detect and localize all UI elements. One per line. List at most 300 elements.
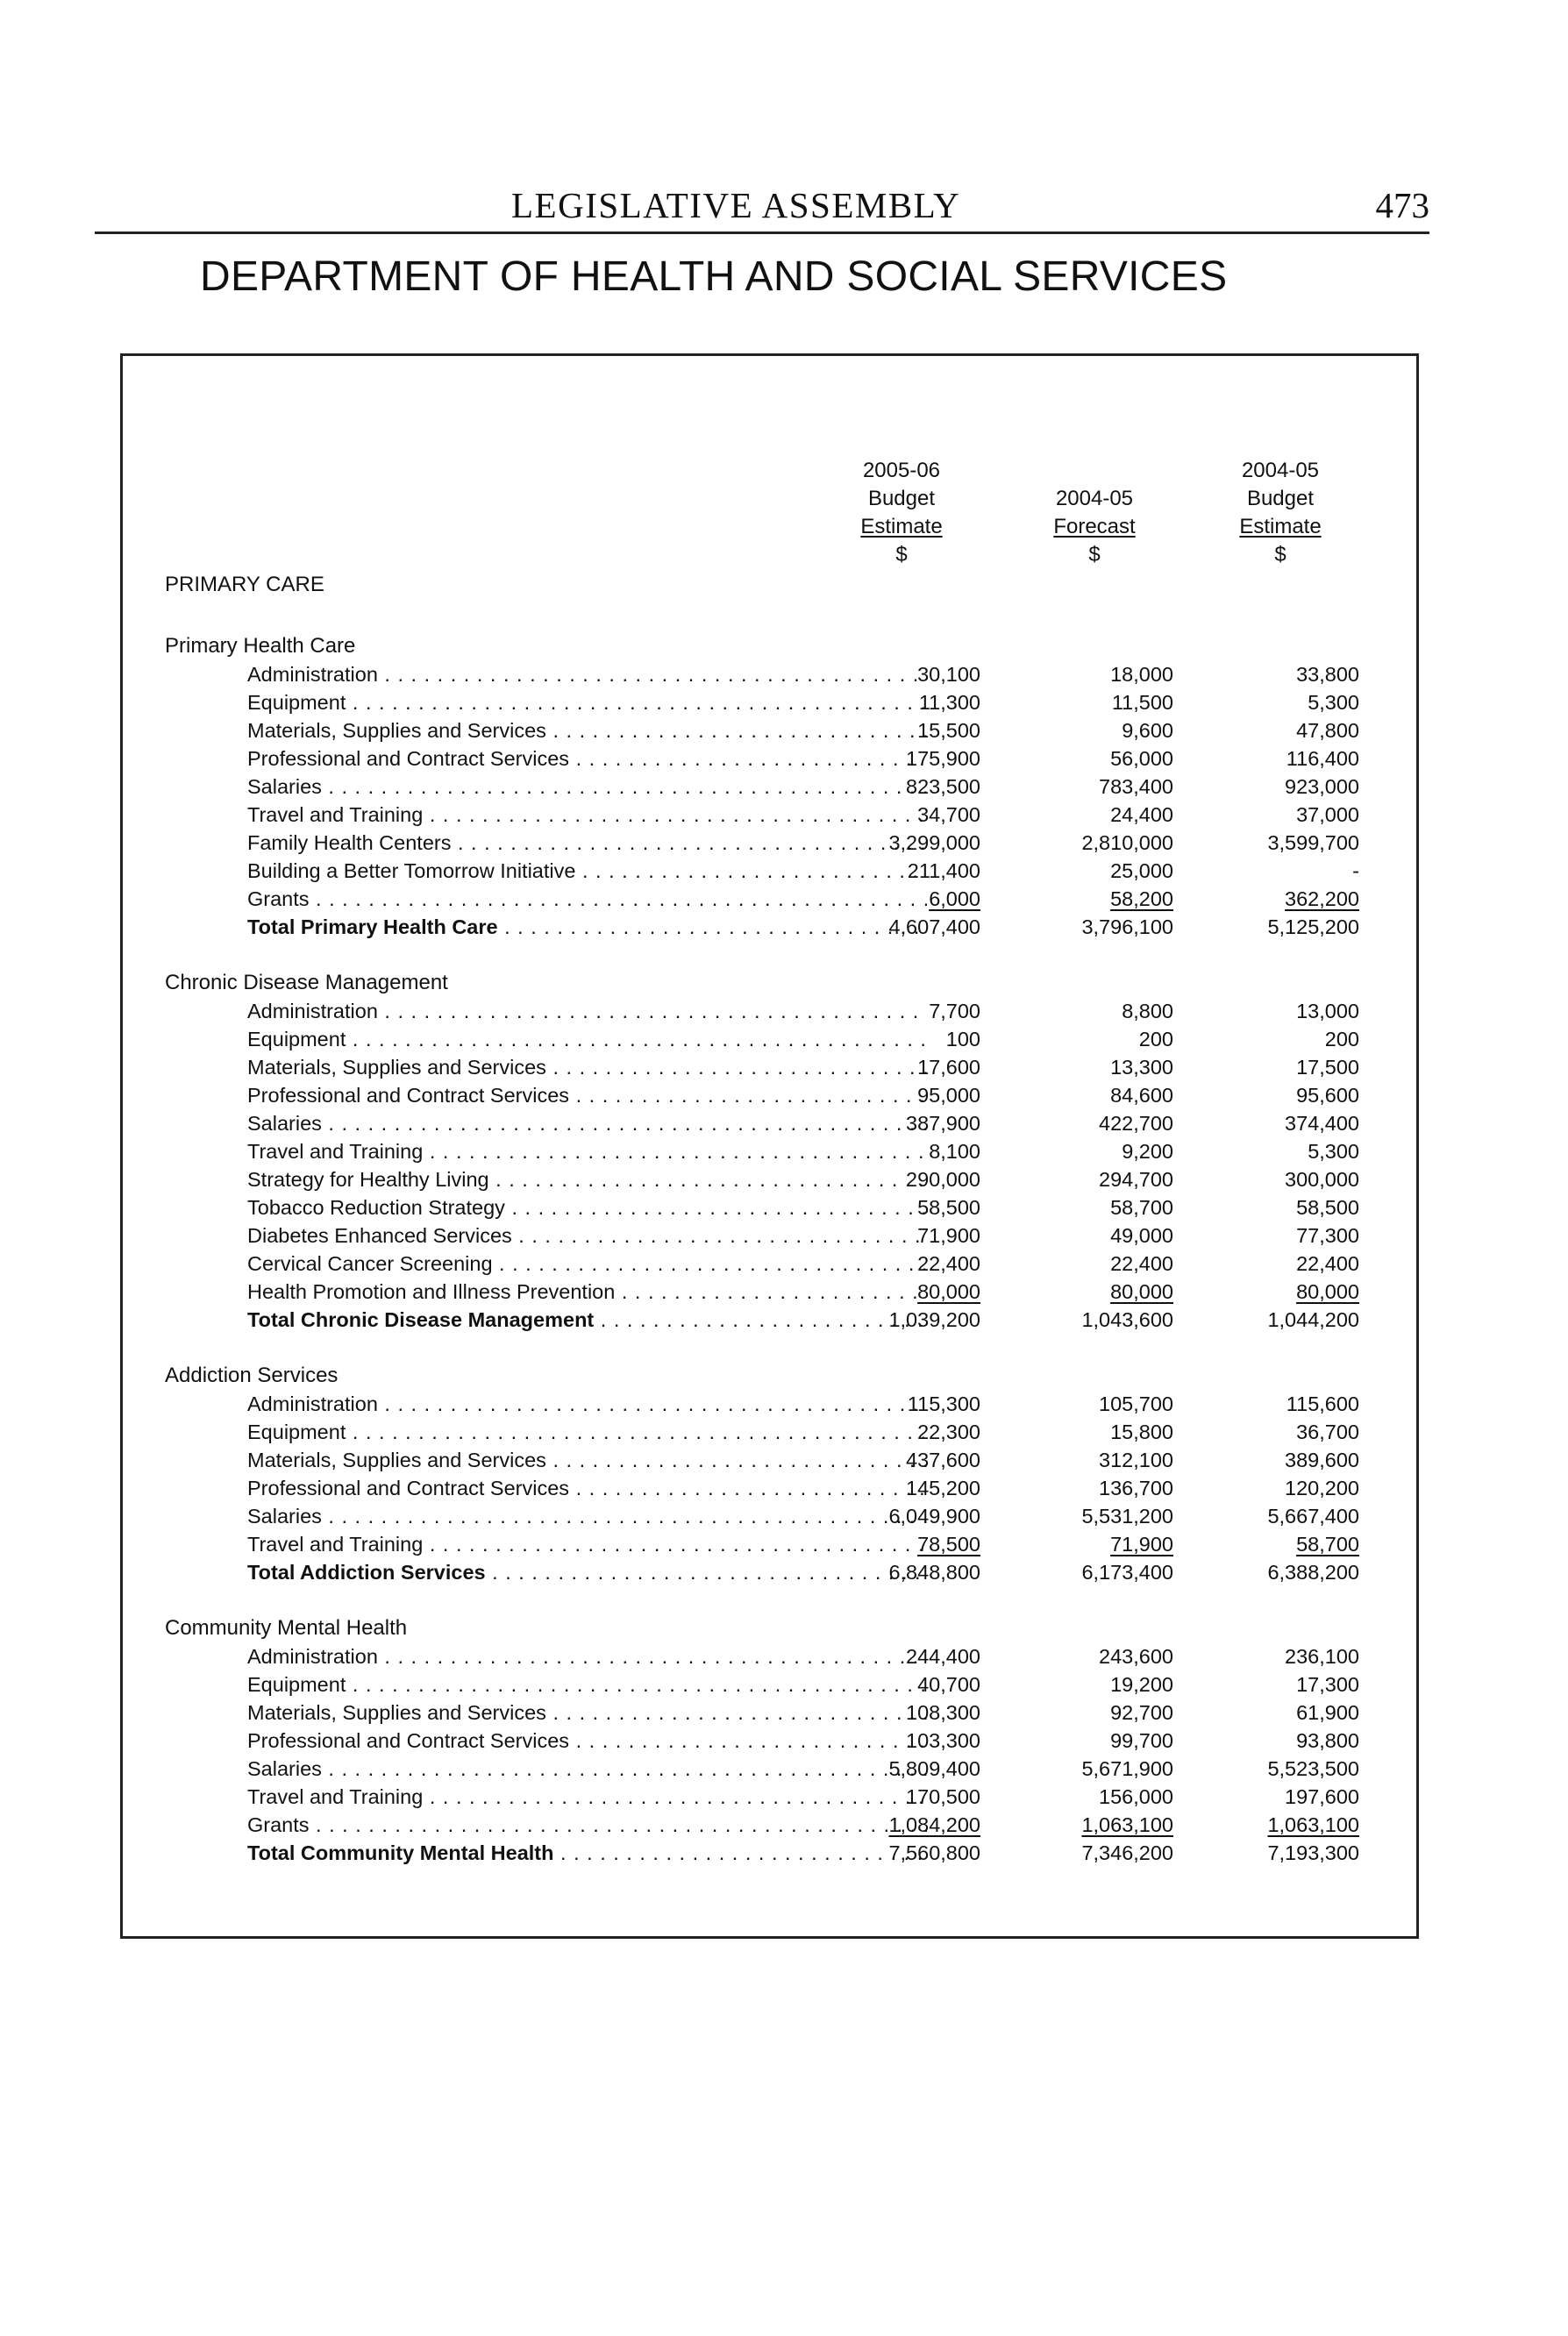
total-value — [805, 1306, 980, 1334]
line-item-label: Professional and Contract Services . . . — [247, 1081, 927, 1109]
line-item-value — [1184, 1025, 1359, 1053]
amount: 6,049,900 — [888, 1505, 980, 1528]
line-item-value — [998, 1053, 1173, 1081]
line-item-label: Salaries . . . — [247, 773, 927, 801]
amount: 1,063,100 — [1267, 1813, 1359, 1836]
amount: 36,700 — [1296, 1421, 1359, 1443]
line-item-value — [998, 829, 1173, 857]
line-item-row — [123, 1474, 1416, 1502]
amount: 11,500 — [1111, 691, 1173, 714]
line-item-row — [123, 1025, 1416, 1053]
line-item-value — [1184, 1446, 1359, 1474]
line-item-value — [998, 1081, 1173, 1109]
total-value — [1184, 913, 1359, 941]
line-item-value — [805, 660, 980, 688]
line-item-value — [805, 1418, 980, 1446]
line-item-value — [1184, 773, 1359, 801]
amount: 236,100 — [1285, 1645, 1359, 1668]
line-item-value — [998, 997, 1173, 1025]
line-item-value — [805, 773, 980, 801]
line-item-value — [805, 1755, 980, 1783]
line-item-value — [1184, 885, 1359, 913]
amount: 3,599,700 — [1267, 831, 1359, 854]
amount: 136,700 — [1099, 1477, 1173, 1499]
amount: 47,800 — [1296, 719, 1359, 742]
line-item-row — [123, 1081, 1416, 1109]
amount: 24,400 — [1110, 803, 1173, 826]
line-item-value — [805, 744, 980, 773]
amount: 71,900 — [917, 1224, 980, 1247]
amount: 374,400 — [1285, 1112, 1359, 1135]
amount: 84,600 — [1110, 1084, 1173, 1107]
amount: 56,000 — [1110, 747, 1173, 770]
amount: 92,700 — [1110, 1701, 1173, 1724]
line-item-label: Grants . . . — [247, 885, 927, 913]
line-item-label: Diabetes Enhanced Services . . . — [247, 1221, 927, 1250]
line-item-value — [805, 1109, 980, 1137]
amount: 1,063,100 — [1081, 1813, 1173, 1836]
amount: 115,300 — [907, 1392, 980, 1415]
line-item-row — [123, 1278, 1416, 1306]
amount: 58,500 — [917, 1196, 980, 1219]
line-item-value — [998, 1418, 1173, 1446]
budget-table-frame — [120, 353, 1419, 1939]
line-item-value — [805, 1446, 980, 1474]
amount: 80,000 — [1110, 1280, 1173, 1303]
amount: 422,700 — [1099, 1112, 1173, 1135]
line-item-value — [998, 1755, 1173, 1783]
line-item-value — [998, 1278, 1173, 1306]
line-item-value — [998, 1530, 1173, 1558]
line-item-value — [998, 688, 1173, 716]
group-title: Community Mental Health — [165, 1616, 408, 1640]
line-item-value — [998, 1390, 1173, 1418]
line-item-label: Equipment . . . — [247, 688, 927, 716]
amount: 37,000 — [1296, 803, 1359, 826]
amount: 5,300 — [1308, 691, 1359, 714]
line-item-value — [1184, 1530, 1359, 1558]
line-item-value — [805, 1699, 980, 1727]
line-item-value — [1184, 1755, 1359, 1783]
amount: 103,300 — [906, 1729, 980, 1752]
line-item-label: Professional and Contract Services . . . — [247, 744, 927, 773]
line-item-label: Materials, Supplies and Services . . . — [247, 716, 927, 744]
group-title: Addiction Services — [165, 1364, 339, 1387]
amount: 175,900 — [906, 747, 980, 770]
line-item-label: Administration . . . — [247, 1390, 927, 1418]
line-item-value — [998, 1502, 1173, 1530]
line-item-value — [1184, 1081, 1359, 1109]
line-item-value — [805, 1642, 980, 1670]
line-item-row — [123, 801, 1416, 829]
total-label: Total Community Mental Health . . . — [247, 1839, 927, 1867]
line-item-row — [123, 1418, 1416, 1446]
line-item-row — [123, 1699, 1416, 1727]
amount: 294,700 — [1099, 1168, 1173, 1191]
amount: - — [1352, 859, 1359, 882]
amount: 58,700 — [1110, 1196, 1173, 1219]
amount: 5,671,900 — [1081, 1757, 1173, 1780]
amount: 200 — [1324, 1028, 1359, 1050]
line-item-label: Professional and Contract Services . . . — [247, 1474, 927, 1502]
line-item-value — [998, 1811, 1173, 1839]
line-item-label: Materials, Supplies and Services . . . — [247, 1699, 927, 1727]
amount: 80,000 — [1296, 1280, 1359, 1303]
total-value — [805, 1558, 980, 1586]
line-item-value — [1184, 1502, 1359, 1530]
line-item-value — [1184, 801, 1359, 829]
line-item-value — [805, 1250, 980, 1278]
amount: 362,200 — [1285, 887, 1359, 910]
amount: 71,900 — [1110, 1533, 1173, 1556]
amount: 8,100 — [929, 1140, 980, 1163]
budget-groups — [123, 632, 1416, 1895]
line-item-value — [1184, 1390, 1359, 1418]
line-item-value — [998, 744, 1173, 773]
line-item-value — [805, 1137, 980, 1165]
column-header-forecast-2004-05 — [998, 457, 1191, 569]
line-item-row — [123, 1670, 1416, 1699]
line-item-value — [998, 660, 1173, 688]
amount: 243,600 — [1099, 1645, 1173, 1668]
column-header-line: Estimate — [860, 515, 943, 538]
total-value — [998, 1558, 1173, 1586]
amount: 5,531,200 — [1081, 1505, 1173, 1528]
line-item-value — [998, 1446, 1173, 1474]
column-header-line: 2004-05 — [1055, 487, 1134, 510]
line-item-value — [1184, 1783, 1359, 1811]
line-item-value — [1184, 857, 1359, 885]
amount: 19,200 — [1110, 1673, 1173, 1696]
line-item-value — [805, 1278, 980, 1306]
line-item-value — [1184, 1221, 1359, 1250]
amount: 389,600 — [1285, 1449, 1359, 1471]
line-item-value — [805, 1727, 980, 1755]
line-item-row — [123, 857, 1416, 885]
line-item-value — [805, 1053, 980, 1081]
amount: 300,000 — [1285, 1168, 1359, 1191]
line-item-label: Travel and Training . . . — [247, 1530, 927, 1558]
amount: 49,000 — [1110, 1224, 1173, 1247]
section-heading: PRIMARY CARE — [165, 573, 324, 596]
line-item-row — [123, 1137, 1416, 1165]
amount: 6,173,400 — [1081, 1561, 1173, 1584]
line-item-value — [998, 1474, 1173, 1502]
line-item-label: Administration . . . — [247, 1642, 927, 1670]
amount: 78,500 — [917, 1533, 980, 1556]
column-header-line — [998, 457, 1191, 485]
line-item-value — [1184, 1278, 1359, 1306]
line-item-label: Travel and Training . . . — [247, 1137, 927, 1165]
line-item-value — [805, 1530, 980, 1558]
line-item-value — [1184, 744, 1359, 773]
line-item-row — [123, 1727, 1416, 1755]
amount: 9,200 — [1122, 1140, 1173, 1163]
line-item-value — [998, 773, 1173, 801]
line-item-value — [1184, 1193, 1359, 1221]
line-item-value — [805, 1474, 980, 1502]
running-head-title: LEGISLATIVE ASSEMBLY — [511, 185, 961, 225]
amount: 115,600 — [1286, 1392, 1359, 1415]
amount: 18,000 — [1110, 663, 1173, 686]
running-head — [95, 175, 1429, 234]
line-item-label: Family Health Centers . . . — [247, 829, 927, 857]
line-item-row — [123, 1755, 1416, 1783]
line-item-label: Strategy for Healthy Living . . . — [247, 1165, 927, 1193]
total-label: Total Chronic Disease Management . . . — [247, 1306, 927, 1334]
amount: 58,200 — [1110, 887, 1173, 910]
line-item-value — [805, 1081, 980, 1109]
total-value — [1184, 1558, 1359, 1586]
line-item-label: Building a Better Tomorrow Initiative . . . — [247, 857, 927, 885]
column-header-line: Forecast — [1053, 515, 1136, 538]
amount: 5,667,400 — [1267, 1505, 1359, 1528]
total-value — [998, 1839, 1173, 1867]
line-item-label: Equipment . . . — [247, 1025, 927, 1053]
line-item-value — [1184, 660, 1359, 688]
line-item-label: Cervical Cancer Screening . . . — [247, 1250, 927, 1278]
line-item-value — [1184, 997, 1359, 1025]
budget-group — [123, 632, 1416, 941]
amount: 15,500 — [917, 719, 980, 742]
amount: 95,000 — [917, 1084, 980, 1107]
total-row — [123, 1558, 1416, 1586]
line-item-value — [998, 716, 1173, 744]
column-header-line: $ — [1274, 543, 1286, 566]
amount: 22,400 — [1110, 1252, 1173, 1275]
total-value — [1184, 1306, 1359, 1334]
line-item-label: Professional and Contract Services . . . — [247, 1727, 927, 1755]
line-item-value — [805, 1502, 980, 1530]
total-value — [805, 913, 980, 941]
amount: 7,560,800 — [888, 1841, 980, 1864]
amount: 290,000 — [906, 1168, 980, 1191]
amount: 783,400 — [1099, 775, 1173, 798]
amount: 17,300 — [1296, 1673, 1359, 1696]
line-item-row — [123, 688, 1416, 716]
line-item-value — [805, 1783, 980, 1811]
line-item-value — [1184, 1109, 1359, 1137]
line-item-row — [123, 1642, 1416, 1670]
amount: 170,500 — [906, 1785, 980, 1808]
amount: 312,100 — [1099, 1449, 1173, 1471]
line-item-value — [805, 1025, 980, 1053]
line-item-row — [123, 773, 1416, 801]
line-item-value — [1184, 1418, 1359, 1446]
line-item-label: Equipment . . . — [247, 1670, 927, 1699]
line-item-value — [998, 1025, 1173, 1053]
total-value — [805, 1839, 980, 1867]
column-header-budget-estimate-2004-05 — [1184, 457, 1377, 569]
line-item-value — [998, 1783, 1173, 1811]
amount: 34,700 — [917, 803, 980, 826]
line-item-value — [998, 1109, 1173, 1137]
amount: 3,299,000 — [888, 831, 980, 854]
line-item-row — [123, 997, 1416, 1025]
amount: 9,600 — [1122, 719, 1173, 742]
amount: 105,700 — [1099, 1392, 1173, 1415]
amount: 95,600 — [1296, 1084, 1359, 1107]
line-item-label: Salaries . . . — [247, 1755, 927, 1783]
line-item-value — [998, 1165, 1173, 1193]
amount: 22,300 — [917, 1421, 980, 1443]
line-item-value — [998, 1699, 1173, 1727]
amount: 5,809,400 — [888, 1757, 980, 1780]
line-item-label: Tobacco Reduction Strategy . . . — [247, 1193, 927, 1221]
amount: 1,039,200 — [888, 1308, 980, 1331]
column-header-budget-estimate-2005-06 — [805, 457, 998, 569]
line-item-value — [998, 857, 1173, 885]
line-item-value — [1184, 829, 1359, 857]
line-item-value — [805, 1221, 980, 1250]
amount: 33,800 — [1296, 663, 1359, 686]
amount: 116,400 — [1286, 747, 1359, 770]
amount: 93,800 — [1296, 1729, 1359, 1752]
amount: 30,100 — [917, 663, 980, 686]
line-item-value — [998, 1670, 1173, 1699]
line-item-value — [805, 857, 980, 885]
amount: 923,000 — [1285, 775, 1359, 798]
budget-group — [123, 1362, 1416, 1586]
amount: 40,700 — [917, 1673, 980, 1696]
line-item-value — [805, 716, 980, 744]
amount: 387,900 — [906, 1112, 980, 1135]
line-item-row — [123, 744, 1416, 773]
line-item-value — [998, 1642, 1173, 1670]
amount: 823,500 — [906, 775, 980, 798]
line-item-value — [805, 997, 980, 1025]
amount: 6,388,200 — [1267, 1561, 1359, 1584]
total-value — [1184, 1839, 1359, 1867]
budget-group — [123, 1614, 1416, 1867]
column-header-line: $ — [895, 543, 908, 566]
group-title: Chronic Disease Management — [165, 971, 448, 994]
line-item-label: Administration . . . — [247, 660, 927, 688]
total-value — [998, 913, 1173, 941]
amount: 211,400 — [907, 859, 980, 882]
amount: 11,300 — [918, 691, 980, 714]
line-item-value — [998, 1727, 1173, 1755]
line-item-label: Salaries . . . — [247, 1502, 927, 1530]
amount: 108,300 — [906, 1701, 980, 1724]
line-item-value — [1184, 688, 1359, 716]
line-item-value — [1184, 1474, 1359, 1502]
line-item-value — [998, 1193, 1173, 1221]
budget-group — [123, 969, 1416, 1334]
line-item-row — [123, 829, 1416, 857]
amount: 99,700 — [1110, 1729, 1173, 1752]
amount: 58,500 — [1296, 1196, 1359, 1219]
line-item-value — [998, 885, 1173, 913]
line-item-value — [1184, 1053, 1359, 1081]
line-item-value — [1184, 1811, 1359, 1839]
line-item-row — [123, 1390, 1416, 1418]
line-item-value — [1184, 1250, 1359, 1278]
line-item-value — [1184, 1137, 1359, 1165]
line-item-row — [123, 1053, 1416, 1081]
line-item-value — [1184, 1165, 1359, 1193]
line-item-value — [1184, 1670, 1359, 1699]
page-number: 473 — [1375, 185, 1429, 225]
amount: 58,700 — [1296, 1533, 1359, 1556]
amount: 2,810,000 — [1081, 831, 1173, 854]
amount: 7,346,200 — [1081, 1841, 1173, 1864]
amount: 77,300 — [1296, 1224, 1359, 1247]
total-label: Total Addiction Services . . . — [247, 1558, 927, 1586]
line-item-label: Materials, Supplies and Services . . . — [247, 1446, 927, 1474]
amount: 437,600 — [906, 1449, 980, 1471]
amount: 1,084,200 — [888, 1813, 980, 1836]
amount: 6,848,800 — [888, 1561, 980, 1584]
line-item-row — [123, 1165, 1416, 1193]
amount: 7,193,300 — [1267, 1841, 1359, 1864]
amount: 1,043,600 — [1081, 1308, 1173, 1331]
amount: 120,200 — [1285, 1477, 1359, 1499]
line-item-value — [998, 1137, 1173, 1165]
amount: 145,200 — [906, 1477, 980, 1499]
line-item-label: Administration . . . — [247, 997, 927, 1025]
line-item-label: Travel and Training . . . — [247, 1783, 927, 1811]
amount: 17,500 — [1296, 1056, 1359, 1079]
amount: 22,400 — [1296, 1252, 1359, 1275]
line-item-value — [805, 1165, 980, 1193]
group-title: Primary Health Care — [165, 634, 356, 658]
line-item-value — [805, 688, 980, 716]
total-row — [123, 1306, 1416, 1334]
line-item-label: Grants . . . — [247, 1811, 927, 1839]
amount: 100 — [945, 1028, 980, 1050]
total-value — [998, 1306, 1173, 1334]
line-item-value — [805, 1811, 980, 1839]
amount: 156,000 — [1099, 1785, 1173, 1808]
line-item-row — [123, 660, 1416, 688]
amount: 7,700 — [929, 1000, 980, 1022]
amount: 244,400 — [906, 1645, 980, 1668]
amount: 3,796,100 — [1081, 915, 1173, 938]
line-item-value — [998, 1221, 1173, 1250]
column-header-line: Budget — [1246, 487, 1315, 510]
amount: 13,300 — [1110, 1056, 1173, 1079]
line-item-value — [1184, 716, 1359, 744]
amount: 8,800 — [1122, 1000, 1173, 1022]
total-label: Total Primary Health Care . . . — [247, 913, 927, 941]
amount: 1,044,200 — [1267, 1308, 1359, 1331]
line-item-row — [123, 1783, 1416, 1811]
amount: 197,600 — [1285, 1785, 1359, 1808]
column-header-line: $ — [1088, 543, 1101, 566]
line-item-value — [1184, 1727, 1359, 1755]
line-item-row — [123, 1193, 1416, 1221]
column-header-line: Budget — [867, 487, 936, 510]
amount: 5,300 — [1308, 1140, 1359, 1163]
line-item-row — [123, 716, 1416, 744]
amount: 15,800 — [1110, 1421, 1173, 1443]
line-item-row — [123, 1530, 1416, 1558]
amount: 5,523,500 — [1267, 1757, 1359, 1780]
line-item-value — [998, 1250, 1173, 1278]
column-header-line: Estimate — [1239, 515, 1322, 538]
line-item-row — [123, 1811, 1416, 1839]
line-item-row — [123, 1221, 1416, 1250]
line-item-value — [998, 801, 1173, 829]
line-item-row — [123, 1502, 1416, 1530]
column-header-line: 2005-06 — [862, 459, 941, 482]
line-item-value — [805, 801, 980, 829]
column-header-line: 2004-05 — [1241, 459, 1320, 482]
line-item-label: Travel and Training . . . — [247, 801, 927, 829]
line-item-label: Health Promotion and Illness Prevention . . . — [247, 1278, 927, 1306]
amount: 13,000 — [1296, 1000, 1359, 1022]
